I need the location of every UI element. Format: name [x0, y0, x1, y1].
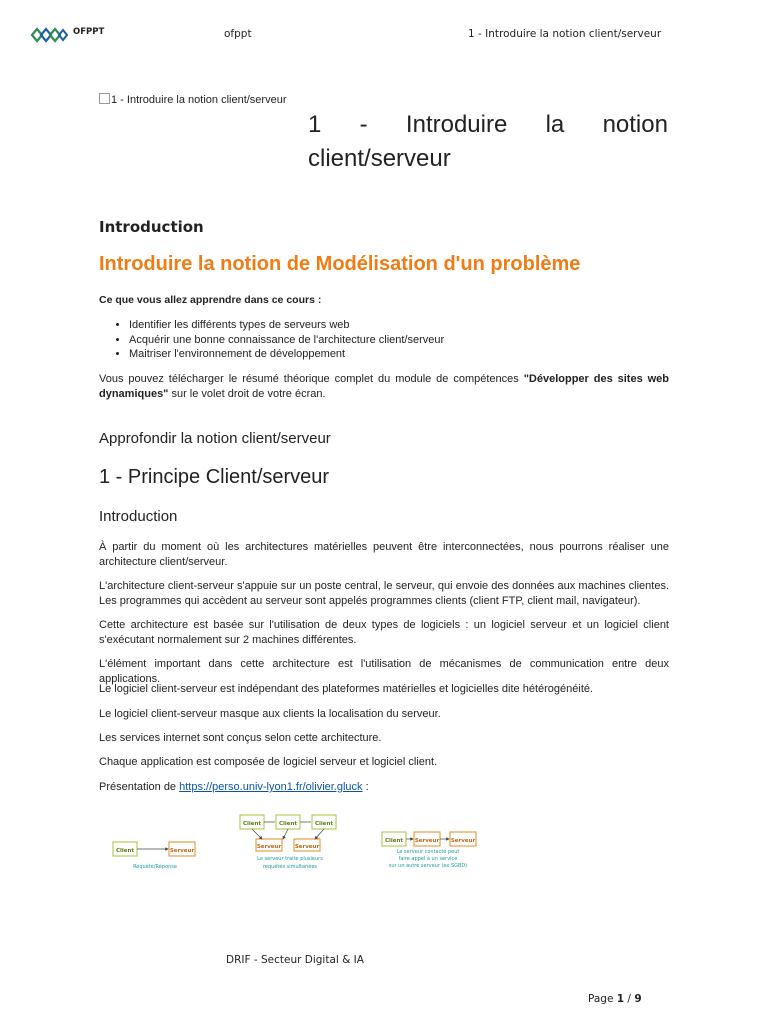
diagram2-server-label: Serveur — [256, 844, 282, 850]
paragraph: L'architecture client-serveur s'appuie sur un poste central, le serveur, qui envoie des données aux machines clientes. Les programmes qui accèdent au serveur sont appelés programmes clients (client FTP, client mail, navigateur). — [99, 580, 669, 607]
learn-list — [99, 318, 444, 362]
ofppt-logo-icon — [26, 25, 68, 45]
diagram-request-response — [113, 842, 195, 870]
page-header — [0, 22, 768, 48]
paragraph: Cette architecture est basée sur l'utilisation de deux types de logiciels : un logiciel serveur et un logiciel client s'exécutant normalement sur 2 machines différentes. — [99, 619, 669, 646]
diagram3-caption-2: faire appel à un service — [398, 856, 458, 862]
paragraph: Le logiciel client-serveur est indépendant des plateformes matérielles et logicielles dite hétérogénéité. — [99, 683, 594, 695]
header-right-text: 1 - Introduire la notion client/serveur — [468, 28, 662, 40]
client-server-diagrams — [108, 810, 488, 874]
diagram3-server-label: Serveur — [414, 838, 440, 844]
header-center-text: ofppt — [224, 28, 252, 40]
presentation-link[interactable]: https://perso.univ-lyon1.fr/olivier.gluck — [179, 781, 363, 793]
diagram1-client-label: Client — [115, 848, 135, 854]
diagram3-server-label: Serveur — [450, 838, 476, 844]
presentation-text: Présentation de — [99, 781, 180, 793]
title-word: 1 — [308, 111, 322, 138]
diagram3-caption-1: Le serveur contacté peut — [396, 849, 460, 855]
title-word: Introduire — [405, 111, 508, 138]
image-alt-text: 1 - Introduire la notion client/serveur — [111, 94, 287, 106]
title-word: la — [545, 111, 565, 138]
diagram3-caption-3: sur un autre serveur (ex.SGBD) — [388, 863, 468, 869]
download-text-end: sur le volet droit de votre écran. — [168, 387, 326, 400]
list-item: • Acquérir une bonne connaissance de l'architecture client/serveur — [129, 333, 444, 348]
intro-heading: Introduction — [99, 218, 204, 236]
title-word: - — [359, 111, 368, 138]
page-number — [588, 993, 642, 1005]
diagram2-client-label: Client — [278, 821, 298, 827]
paragraph: L'élément important dans cette architecture est l'utilisation de mécanismes de communication entre deux applications. — [99, 658, 669, 685]
page-separator: / — [627, 993, 631, 1005]
diagram-chained-servers — [382, 832, 476, 869]
page-title — [308, 108, 668, 176]
page-footer: DRIF - Secteur Digital & IA — [226, 954, 364, 966]
paragraph: Le logiciel client-serveur masque aux clients la localisation du serveur. — [99, 708, 441, 720]
diagram2-client-label: Client — [242, 821, 262, 827]
presentation-text-end: : — [362, 781, 369, 793]
paragraph: Chaque application est composée de logiciel serveur et logiciel client. — [99, 756, 438, 768]
diagram2-client-label: Client — [314, 821, 334, 827]
diagram3-client-label: Client — [384, 838, 404, 844]
diagram-multiple-requests — [240, 815, 336, 870]
module-name: "Développer des sites web dynamiques" — [99, 373, 670, 400]
title-line-2: client/serveur — [308, 145, 451, 172]
page-total: 9 — [634, 993, 642, 1005]
download-text: Vous pouvez télécharger le résumé théorique complet du module de compétences — [99, 373, 524, 385]
diagram2-caption-2: requêtes simultanées — [262, 864, 318, 870]
broken-image-icon — [99, 93, 110, 104]
list-item: • Identifier les différents types de serveurs web — [129, 318, 444, 333]
broken-image — [99, 93, 286, 106]
logo-text: OFPPT — [73, 27, 105, 37]
diagram1-server-label: Serveur — [169, 848, 195, 854]
title-line-1 — [308, 108, 668, 142]
section-intro-heading: Introduction — [99, 508, 178, 525]
page-current: 1 — [616, 993, 625, 1005]
title-word: notion — [602, 111, 668, 138]
paragraph: À partir du moment où les architectures matérielles peuvent être interconnectées, nous pourrons réaliser une architecture client/serveur. — [99, 541, 669, 568]
paragraph: Les services internet sont conçus selon cette architecture. — [99, 732, 382, 744]
diagram2-server-label: Serveur — [294, 844, 320, 850]
list-item: • Maitriser l'environnement de développement — [129, 347, 444, 362]
approfondir-heading: Approfondir la notion client/serveur — [99, 430, 331, 447]
diagram1-caption: Requête/Réponse — [133, 864, 177, 870]
learn-label: Ce que vous allez apprendre dans ce cours : — [99, 294, 322, 306]
orange-heading: Introduire la notion de Modélisation d'un problème — [99, 253, 581, 275]
download-paragraph — [99, 372, 669, 401]
section-title: 1 - Principe Client/serveur — [99, 466, 330, 488]
page-label: Page — [588, 993, 614, 1005]
presentation-paragraph — [99, 780, 369, 795]
diagram2-caption-1: Le serveur traite plusieurs — [257, 856, 323, 862]
